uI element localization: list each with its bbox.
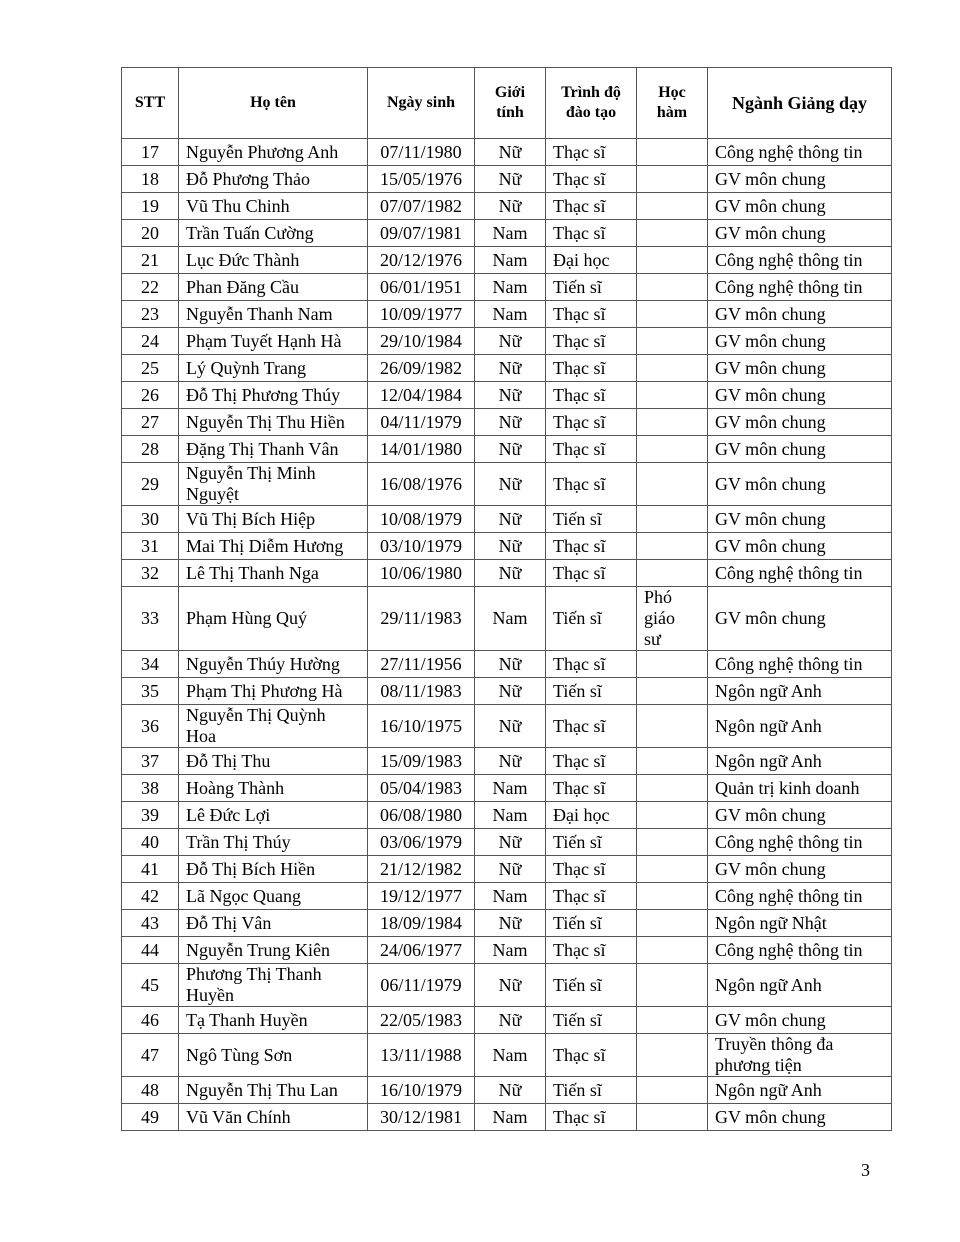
degree-cell: Thạc sĩ <box>546 775 637 802</box>
teaching-field-cell: GV môn chung <box>708 301 892 328</box>
table-row <box>122 382 892 409</box>
stt-cell: 35 <box>122 678 179 705</box>
gender-cell: Nữ <box>475 409 546 436</box>
stt-cell: 26 <box>122 382 179 409</box>
gender-cell: Nữ <box>475 678 546 705</box>
teaching-field-cell: Truyền thông đa phương tiện <box>708 1034 892 1077</box>
stt-cell: 24 <box>122 328 179 355</box>
birthdate-cell: 16/10/1979 <box>368 1077 475 1104</box>
stt-cell: 44 <box>122 937 179 964</box>
birthdate-cell: 10/08/1979 <box>368 506 475 533</box>
stt-cell: 22 <box>122 274 179 301</box>
name-cell: Đặng Thị Thanh Vân <box>179 436 368 463</box>
name-cell: Phạm Thị Phương Hà <box>179 678 368 705</box>
name-cell: Đỗ Thị Phương Thúy <box>179 382 368 409</box>
academic-title-cell <box>637 964 708 1007</box>
academic-title-cell <box>637 937 708 964</box>
academic-title-cell <box>637 166 708 193</box>
birthdate-cell: 05/04/1983 <box>368 775 475 802</box>
degree-cell: Thạc sĩ <box>546 355 637 382</box>
stt-cell: 36 <box>122 705 179 748</box>
birthdate-cell: 10/09/1977 <box>368 301 475 328</box>
degree-cell: Tiến sĩ <box>546 1007 637 1034</box>
table-row <box>122 964 892 1007</box>
academic-title-cell <box>637 748 708 775</box>
degree-cell: Tiến sĩ <box>546 829 637 856</box>
name-cell: Vũ Thu Chinh <box>179 193 368 220</box>
table-row <box>122 436 892 463</box>
name-cell: Lê Đức Lợi <box>179 802 368 829</box>
table-header-row <box>122 68 892 139</box>
stt-cell: 41 <box>122 856 179 883</box>
teaching-field-cell: Quản trị kinh doanh <box>708 775 892 802</box>
gender-cell: Nữ <box>475 355 546 382</box>
stt-cell: 38 <box>122 775 179 802</box>
table-row <box>122 193 892 220</box>
birthdate-cell: 07/11/1980 <box>368 139 475 166</box>
gender-cell: Nam <box>475 301 546 328</box>
name-cell: Nguyễn Thị Minh Nguyệt <box>179 463 368 506</box>
degree-cell: Đại học <box>546 802 637 829</box>
gender-cell: Nam <box>475 220 546 247</box>
header-degree: Trình độ đào tạo <box>546 68 637 139</box>
birthdate-cell: 09/07/1981 <box>368 220 475 247</box>
degree-cell: Thạc sĩ <box>546 328 637 355</box>
teaching-field-cell: Công nghệ thông tin <box>708 883 892 910</box>
degree-cell: Tiến sĩ <box>546 1077 637 1104</box>
academic-title-cell <box>637 705 708 748</box>
academic-title-cell <box>637 506 708 533</box>
teaching-field-cell: GV môn chung <box>708 166 892 193</box>
teaching-field-cell: Ngôn ngữ Anh <box>708 678 892 705</box>
birthdate-cell: 27/11/1956 <box>368 651 475 678</box>
degree-cell: Thạc sĩ <box>546 651 637 678</box>
academic-title-cell <box>637 802 708 829</box>
name-cell: Nguyễn Thị Thu Hiền <box>179 409 368 436</box>
birthdate-cell: 14/01/1980 <box>368 436 475 463</box>
table-row <box>122 587 892 651</box>
gender-cell: Nam <box>475 883 546 910</box>
academic-title-cell <box>637 829 708 856</box>
degree-cell: Thạc sĩ <box>546 301 637 328</box>
birthdate-cell: 04/11/1979 <box>368 409 475 436</box>
stt-cell: 29 <box>122 463 179 506</box>
academic-title-cell <box>637 220 708 247</box>
table-row <box>122 678 892 705</box>
birthdate-cell: 29/10/1984 <box>368 328 475 355</box>
table-row <box>122 328 892 355</box>
degree-cell: Thạc sĩ <box>546 883 637 910</box>
header-stt: STT <box>122 68 179 139</box>
academic-title-cell <box>637 409 708 436</box>
gender-cell: Nam <box>475 587 546 651</box>
degree-cell: Thạc sĩ <box>546 856 637 883</box>
stt-cell: 37 <box>122 748 179 775</box>
degree-cell: Thạc sĩ <box>546 748 637 775</box>
degree-cell: Đại học <box>546 247 637 274</box>
table-row <box>122 301 892 328</box>
teaching-field-cell: Công nghệ thông tin <box>708 139 892 166</box>
name-cell: Tạ Thanh Huyền <box>179 1007 368 1034</box>
teaching-field-cell: Công nghệ thông tin <box>708 829 892 856</box>
teaching-field-cell: GV môn chung <box>708 1007 892 1034</box>
gender-cell: Nữ <box>475 436 546 463</box>
academic-title-cell <box>637 1034 708 1077</box>
gender-cell: Nữ <box>475 328 546 355</box>
birthdate-cell: 20/12/1976 <box>368 247 475 274</box>
degree-cell: Tiến sĩ <box>546 506 637 533</box>
gender-cell: Nữ <box>475 856 546 883</box>
stt-cell: 20 <box>122 220 179 247</box>
degree-cell: Thạc sĩ <box>546 705 637 748</box>
academic-title-cell <box>637 1077 708 1104</box>
gender-cell: Nam <box>475 775 546 802</box>
academic-title-cell <box>637 355 708 382</box>
table-row <box>122 355 892 382</box>
name-cell: Nguyễn Phương Anh <box>179 139 368 166</box>
birthdate-cell: 24/06/1977 <box>368 937 475 964</box>
table-row <box>122 274 892 301</box>
table-row <box>122 1104 892 1131</box>
name-cell: Nguyễn Thúy Hường <box>179 651 368 678</box>
header-name: Họ tên <box>179 68 368 139</box>
header-gender: Giới tính <box>475 68 546 139</box>
gender-cell: Nữ <box>475 705 546 748</box>
teaching-field-cell: GV môn chung <box>708 382 892 409</box>
gender-cell: Nữ <box>475 964 546 1007</box>
academic-title-cell <box>637 139 708 166</box>
name-cell: Phan Đăng Cầu <box>179 274 368 301</box>
teaching-field-cell: Ngôn ngữ Anh <box>708 1077 892 1104</box>
table-row <box>122 506 892 533</box>
gender-cell: Nam <box>475 1034 546 1077</box>
academic-title-cell <box>637 775 708 802</box>
stt-cell: 32 <box>122 560 179 587</box>
name-cell: Đỗ Thị Thu <box>179 748 368 775</box>
academic-title-cell <box>637 247 708 274</box>
table-row <box>122 856 892 883</box>
teaching-field-cell: GV môn chung <box>708 436 892 463</box>
teaching-field-cell: Ngôn ngữ Anh <box>708 705 892 748</box>
table-row <box>122 247 892 274</box>
stt-cell: 40 <box>122 829 179 856</box>
staff-table <box>121 67 892 1131</box>
birthdate-cell: 12/04/1984 <box>368 382 475 409</box>
birthdate-cell: 10/06/1980 <box>368 560 475 587</box>
birthdate-cell: 15/05/1976 <box>368 166 475 193</box>
header-birthdate: Ngày sinh <box>368 68 475 139</box>
table-row <box>122 775 892 802</box>
teaching-field-cell: GV môn chung <box>708 802 892 829</box>
degree-cell: Thạc sĩ <box>546 139 637 166</box>
gender-cell: Nữ <box>475 166 546 193</box>
name-cell: Phương Thị Thanh Huyền <box>179 964 368 1007</box>
stt-cell: 34 <box>122 651 179 678</box>
teaching-field-cell: GV môn chung <box>708 220 892 247</box>
degree-cell: Thạc sĩ <box>546 166 637 193</box>
teaching-field-cell: GV môn chung <box>708 463 892 506</box>
table-row <box>122 560 892 587</box>
table-row <box>122 829 892 856</box>
table-row <box>122 1077 892 1104</box>
name-cell: Phạm Hùng Quý <box>179 587 368 651</box>
teaching-field-cell: GV môn chung <box>708 506 892 533</box>
teaching-field-cell: Công nghệ thông tin <box>708 274 892 301</box>
birthdate-cell: 16/08/1976 <box>368 463 475 506</box>
name-cell: Lê Thị Thanh Nga <box>179 560 368 587</box>
teaching-field-cell: Ngôn ngữ Anh <box>708 748 892 775</box>
table-row <box>122 1007 892 1034</box>
name-cell: Đỗ Thị Bích Hiền <box>179 856 368 883</box>
academic-title-cell <box>637 910 708 937</box>
header-teaching-field: Ngành Giảng dạy <box>708 68 892 139</box>
academic-title-cell <box>637 1007 708 1034</box>
degree-cell: Thạc sĩ <box>546 463 637 506</box>
birthdate-cell: 13/11/1988 <box>368 1034 475 1077</box>
degree-cell: Tiến sĩ <box>546 678 637 705</box>
degree-cell: Tiến sĩ <box>546 964 637 1007</box>
teaching-field-cell: Công nghệ thông tin <box>708 937 892 964</box>
degree-cell: Thạc sĩ <box>546 1034 637 1077</box>
degree-cell: Thạc sĩ <box>546 193 637 220</box>
teaching-field-cell: GV môn chung <box>708 587 892 651</box>
teaching-field-cell: Công nghệ thông tin <box>708 247 892 274</box>
birthdate-cell: 07/07/1982 <box>368 193 475 220</box>
gender-cell: Nam <box>475 937 546 964</box>
gender-cell: Nữ <box>475 1007 546 1034</box>
name-cell: Phạm Tuyết Hạnh Hà <box>179 328 368 355</box>
academic-title-cell <box>637 463 708 506</box>
gender-cell: Nữ <box>475 382 546 409</box>
stt-cell: 45 <box>122 964 179 1007</box>
academic-title-cell <box>637 883 708 910</box>
birthdate-cell: 30/12/1981 <box>368 1104 475 1131</box>
name-cell: Mai Thị Diễm Hương <box>179 533 368 560</box>
gender-cell: Nữ <box>475 506 546 533</box>
name-cell: Nguyễn Thị Thu Lan <box>179 1077 368 1104</box>
degree-cell: Thạc sĩ <box>546 436 637 463</box>
birthdate-cell: 08/11/1983 <box>368 678 475 705</box>
stt-cell: 25 <box>122 355 179 382</box>
name-cell: Lục Đức Thành <box>179 247 368 274</box>
birthdate-cell: 16/10/1975 <box>368 705 475 748</box>
gender-cell: Nữ <box>475 829 546 856</box>
birthdate-cell: 19/12/1977 <box>368 883 475 910</box>
gender-cell: Nữ <box>475 193 546 220</box>
degree-cell: Thạc sĩ <box>546 533 637 560</box>
table-row <box>122 705 892 748</box>
stt-cell: 30 <box>122 506 179 533</box>
stt-cell: 42 <box>122 883 179 910</box>
academic-title-cell <box>637 533 708 560</box>
teaching-field-cell: GV môn chung <box>708 1104 892 1131</box>
stt-cell: 19 <box>122 193 179 220</box>
stt-cell: 48 <box>122 1077 179 1104</box>
stt-cell: 31 <box>122 533 179 560</box>
gender-cell: Nam <box>475 802 546 829</box>
academic-title-cell: Phó giáo sư <box>637 587 708 651</box>
birthdate-cell: 03/06/1979 <box>368 829 475 856</box>
birthdate-cell: 06/01/1951 <box>368 274 475 301</box>
table-row <box>122 910 892 937</box>
table-row <box>122 166 892 193</box>
degree-cell: Tiến sĩ <box>546 587 637 651</box>
table-row <box>122 533 892 560</box>
gender-cell: Nam <box>475 1104 546 1131</box>
academic-title-cell <box>637 560 708 587</box>
stt-cell: 21 <box>122 247 179 274</box>
degree-cell: Thạc sĩ <box>546 409 637 436</box>
academic-title-cell <box>637 436 708 463</box>
name-cell: Vũ Thị Bích Hiệp <box>179 506 368 533</box>
table-row <box>122 651 892 678</box>
name-cell: Đỗ Thị Vân <box>179 910 368 937</box>
degree-cell: Thạc sĩ <box>546 560 637 587</box>
gender-cell: Nam <box>475 274 546 301</box>
gender-cell: Nữ <box>475 651 546 678</box>
name-cell: Lã Ngọc Quang <box>179 883 368 910</box>
stt-cell: 28 <box>122 436 179 463</box>
name-cell: Trần Thị Thúy <box>179 829 368 856</box>
teaching-field-cell: GV môn chung <box>708 355 892 382</box>
table-row <box>122 937 892 964</box>
gender-cell: Nữ <box>475 748 546 775</box>
academic-title-cell <box>637 274 708 301</box>
name-cell: Vũ Văn Chính <box>179 1104 368 1131</box>
page-number: 3 <box>861 1160 870 1180</box>
table-row <box>122 409 892 436</box>
academic-title-cell <box>637 301 708 328</box>
name-cell: Lý Quỳnh Trang <box>179 355 368 382</box>
teaching-field-cell: GV môn chung <box>708 328 892 355</box>
teaching-field-cell: GV môn chung <box>708 409 892 436</box>
name-cell: Nguyễn Thị Quỳnh Hoa <box>179 705 368 748</box>
name-cell: Đỗ Phương Thảo <box>179 166 368 193</box>
academic-title-cell <box>637 1104 708 1131</box>
birthdate-cell: 06/11/1979 <box>368 964 475 1007</box>
header-academic-title: Học hàm <box>637 68 708 139</box>
gender-cell: Nữ <box>475 533 546 560</box>
stt-cell: 23 <box>122 301 179 328</box>
name-cell: Ngô Tùng Sơn <box>179 1034 368 1077</box>
birthdate-cell: 03/10/1979 <box>368 533 475 560</box>
table-row <box>122 883 892 910</box>
stt-cell: 49 <box>122 1104 179 1131</box>
name-cell: Nguyễn Thanh Nam <box>179 301 368 328</box>
teaching-field-cell: Công nghệ thông tin <box>708 560 892 587</box>
stt-cell: 18 <box>122 166 179 193</box>
gender-cell: Nữ <box>475 139 546 166</box>
academic-title-cell <box>637 678 708 705</box>
stt-cell: 46 <box>122 1007 179 1034</box>
teaching-field-cell: Ngôn ngữ Nhật <box>708 910 892 937</box>
birthdate-cell: 06/08/1980 <box>368 802 475 829</box>
degree-cell: Tiến sĩ <box>546 274 637 301</box>
teaching-field-cell: Công nghệ thông tin <box>708 651 892 678</box>
gender-cell: Nam <box>475 247 546 274</box>
academic-title-cell <box>637 382 708 409</box>
academic-title-cell <box>637 328 708 355</box>
table-row <box>122 1034 892 1077</box>
name-cell: Hoàng Thành <box>179 775 368 802</box>
degree-cell: Tiến sĩ <box>546 910 637 937</box>
birthdate-cell: 18/09/1984 <box>368 910 475 937</box>
name-cell: Nguyễn Trung Kiên <box>179 937 368 964</box>
gender-cell: Nữ <box>475 910 546 937</box>
gender-cell: Nữ <box>475 1077 546 1104</box>
degree-cell: Thạc sĩ <box>546 382 637 409</box>
birthdate-cell: 29/11/1983 <box>368 587 475 651</box>
gender-cell: Nữ <box>475 560 546 587</box>
teaching-field-cell: Ngôn ngữ Anh <box>708 964 892 1007</box>
table-row <box>122 463 892 506</box>
teaching-field-cell: GV môn chung <box>708 856 892 883</box>
academic-title-cell <box>637 193 708 220</box>
stt-cell: 43 <box>122 910 179 937</box>
birthdate-cell: 15/09/1983 <box>368 748 475 775</box>
degree-cell: Thạc sĩ <box>546 937 637 964</box>
birthdate-cell: 26/09/1982 <box>368 355 475 382</box>
birthdate-cell: 21/12/1982 <box>368 856 475 883</box>
stt-cell: 33 <box>122 587 179 651</box>
academic-title-cell <box>637 651 708 678</box>
stt-cell: 47 <box>122 1034 179 1077</box>
table-row <box>122 802 892 829</box>
degree-cell: Thạc sĩ <box>546 220 637 247</box>
teaching-field-cell: GV môn chung <box>708 193 892 220</box>
teaching-field-cell: GV môn chung <box>708 533 892 560</box>
birthdate-cell: 22/05/1983 <box>368 1007 475 1034</box>
table-row <box>122 139 892 166</box>
name-cell: Trần Tuấn Cường <box>179 220 368 247</box>
stt-cell: 39 <box>122 802 179 829</box>
table-row <box>122 220 892 247</box>
table-row <box>122 748 892 775</box>
gender-cell: Nữ <box>475 463 546 506</box>
degree-cell: Thạc sĩ <box>546 1104 637 1131</box>
stt-cell: 27 <box>122 409 179 436</box>
academic-title-cell <box>637 856 708 883</box>
stt-cell: 17 <box>122 139 179 166</box>
